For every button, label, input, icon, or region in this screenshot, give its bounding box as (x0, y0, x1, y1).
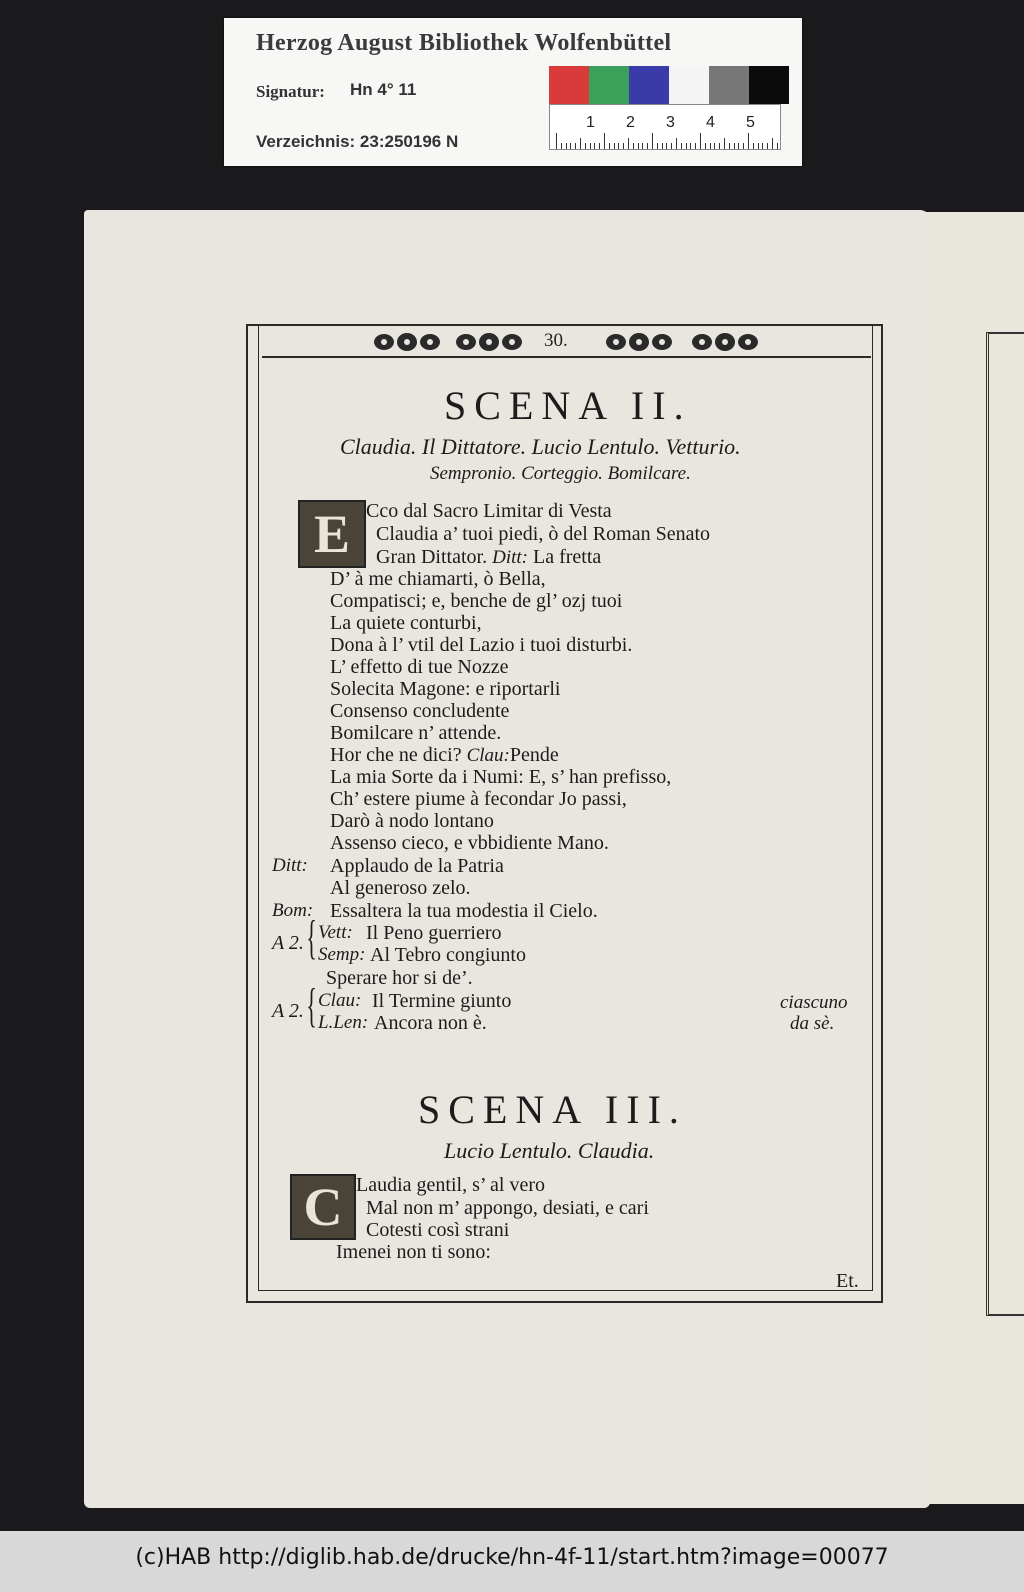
speaker-clau-inline: Clau: (466, 745, 510, 766)
ruler-tick (734, 143, 735, 149)
brace-icon: { (306, 979, 317, 1032)
ruler-tick (580, 138, 581, 149)
ruler-tick (590, 143, 591, 149)
verse-line: Ch’ estere piume à fecondar Jo passi, (330, 788, 627, 810)
ruler-tick (695, 143, 696, 149)
ruler-tick (609, 143, 610, 149)
signatur-value: Hn 4° 11 (350, 80, 417, 99)
speaker-llen: L.Len: (318, 1012, 369, 1033)
ruler-tick (623, 143, 624, 149)
adjacent-page-frame (986, 332, 1024, 1316)
verse-line: Ancora non è. (374, 1012, 487, 1034)
ruler-tick (566, 143, 567, 149)
scena-2-cast-line-2: Sempronio. Corteggio. Bomilcare. (430, 463, 691, 484)
ruler-number: 5 (746, 114, 755, 131)
ruler-tick (753, 143, 754, 149)
verse-line: Imenei non ti sono: (336, 1241, 491, 1263)
swatch-white (669, 66, 709, 104)
ruler-tick (700, 133, 701, 149)
verse-line: Assenso cieco, e vbbidiente Mano. (330, 832, 609, 854)
ruler-tick (642, 143, 643, 149)
stage-direction: da sè. (790, 1013, 835, 1034)
ruler-tick (724, 138, 725, 149)
signatur-label: Signatur: (256, 82, 325, 101)
ruler-tick (686, 143, 687, 149)
ruler-tick (570, 143, 571, 149)
scena-2-cast-line-1: Claudia. Il Dittatore. Lucio Lentulo. Vetturio. (340, 434, 741, 459)
ruler-tick (652, 133, 653, 149)
brace-icon: { (306, 911, 317, 964)
book-page (84, 210, 930, 1508)
scale-ruler (549, 104, 781, 150)
header-rule (262, 356, 871, 358)
ruler-tick (714, 143, 715, 149)
catchword: Et. (836, 1270, 859, 1292)
scena-2-title: SCENA II. (444, 383, 692, 428)
speaker-bom: Bom: (272, 900, 314, 921)
adjacent-page (918, 212, 1024, 1504)
ruler-tick (628, 138, 629, 149)
speaker-ditt-inline: Ditt: (492, 547, 528, 568)
swatch-black (749, 66, 789, 104)
ornament-icon (690, 330, 760, 354)
ruler-tick (585, 143, 586, 149)
verse-line: Al generoso zelo. (330, 877, 471, 899)
ruler-tick (767, 143, 768, 149)
ruler-tick (710, 143, 711, 149)
ruler-number: 1 (586, 114, 595, 131)
speaker-ditt: Ditt: (272, 855, 308, 876)
verse-line-text: Gran Dittator. (376, 546, 488, 568)
ruler-tick (748, 133, 749, 149)
ruler-tick (729, 143, 730, 149)
copyright-footer: (c)HAB http://diglib.hab.de/drucke/hn-4f-11/start.htm?image=00077 (0, 1531, 1024, 1592)
verse-line: Cotesti così strani (366, 1219, 510, 1241)
ruler-tick (690, 143, 691, 149)
ruler-tick (762, 143, 763, 149)
verse-line: La quiete conturbi, (330, 612, 482, 634)
verse-line: Bomilcare n’ attende. (330, 722, 502, 744)
verse-line: Laudia gentil, s’ al vero (356, 1174, 546, 1196)
verse-line: Applaudo de la Patria (330, 855, 504, 877)
verse-line: La mia Sorte da i Numi: E, s’ han prefisso, (330, 766, 672, 788)
verse-line: Mal non m’ appongo, desiati, e cari (366, 1197, 649, 1219)
swatch-red (549, 66, 589, 104)
verse-line: Cco dal Sacro Limitar di Vesta (366, 500, 612, 522)
ruler-tick (618, 143, 619, 149)
initial-letter: E (313, 504, 351, 564)
decorated-initial-icon (298, 500, 366, 568)
verse-line (376, 546, 601, 569)
ruler-tick (594, 143, 595, 149)
ruler-tick (777, 143, 778, 149)
ruler-tick (719, 143, 720, 149)
ruler-tick (633, 143, 634, 149)
ornament-icon (454, 330, 524, 354)
verse-line: Dona à l’ vtil del Lazio i tuoi disturbi. (330, 634, 633, 656)
library-label-card (224, 18, 802, 166)
scena-3-title: SCENA III. (418, 1087, 687, 1132)
library-name: Herzog August Bibliothek Wolfenbüttel (256, 30, 672, 56)
verse-line: Sperare hor si de’. (326, 967, 473, 989)
verse-line: Solecita Magone: e riportarli (330, 678, 561, 700)
verse-line (330, 744, 559, 767)
swatch-gray (709, 66, 749, 104)
ruler-tick (666, 143, 667, 149)
speaker-vett: Vett: (318, 922, 353, 943)
ruler-number: 3 (666, 114, 675, 131)
verse-line: L’ effetto di tue Nozze (330, 656, 509, 678)
verse-line-text: La fretta (532, 546, 602, 568)
verse-line: Darò à nodo lontano (330, 810, 494, 832)
ruler-number: 4 (706, 114, 715, 131)
ruler-tick (671, 143, 672, 149)
a2-marker: A 2. (272, 1000, 304, 1022)
color-swatches (549, 66, 789, 104)
ruler-tick (772, 138, 773, 149)
verzeichnis: Verzeichnis: 23:250196 N (256, 132, 459, 151)
ruler-tick (561, 143, 562, 149)
speaker-clau: Clau: (318, 990, 362, 1011)
verse-line: Il Peno guerriero (366, 922, 502, 944)
ruler-tick (743, 143, 744, 149)
ruler-tick (638, 143, 639, 149)
ruler-tick (647, 143, 648, 149)
ornament-icon (372, 330, 442, 354)
stage-direction: ciascuno (780, 992, 848, 1013)
verse-line: Compatisci; e, benche de gl’ ozj tuoi (330, 590, 623, 612)
a2-marker: A 2. (272, 932, 304, 954)
ruler-tick (604, 133, 605, 149)
verse-line: Consenso concludente (330, 700, 510, 722)
ruler-tick (662, 143, 663, 149)
page-number: 30. (544, 330, 568, 351)
verse-line: Claudia a’ tuoi piedi, ò del Roman Senato (376, 523, 711, 545)
speaker-semp: Semp: (318, 944, 366, 965)
ruler-tick (676, 138, 677, 149)
verse-line: Al Tebro congiunto (370, 944, 526, 966)
ruler-tick (738, 143, 739, 149)
verse-line-text: Pende (509, 744, 559, 766)
verse-line: Essaltera la tua modestia il Cielo. (330, 900, 598, 922)
ornament-icon (604, 330, 674, 354)
ruler-tick (599, 143, 600, 149)
decorated-initial-icon (290, 1174, 356, 1240)
verse-line-text: Hor che ne dici? (330, 744, 462, 766)
ruler-tick (681, 143, 682, 149)
ruler-tick (614, 143, 615, 149)
ruler-tick (705, 143, 706, 149)
verse-line: Il Termine giunto (372, 990, 512, 1012)
initial-letter: C (303, 1177, 343, 1237)
ruler-tick (556, 133, 557, 149)
swatch-green (589, 66, 629, 104)
ruler-number: 2 (626, 114, 635, 131)
swatch-blue (629, 66, 669, 104)
verse-line: D’ à me chiamarti, ò Bella, (330, 568, 546, 590)
ruler-tick (657, 143, 658, 149)
ruler-tick (575, 143, 576, 149)
ruler-tick (758, 143, 759, 149)
scena-3-cast: Lucio Lentulo. Claudia. (444, 1138, 655, 1163)
